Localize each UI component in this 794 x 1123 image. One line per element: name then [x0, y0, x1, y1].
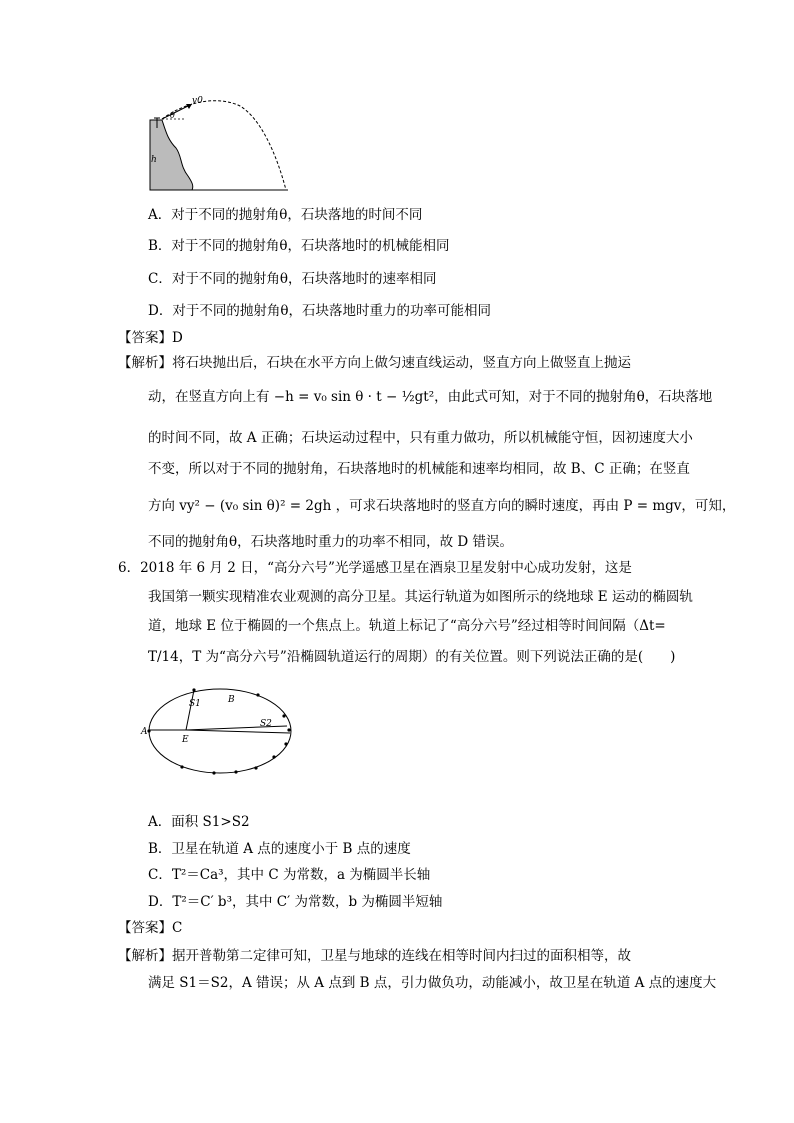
q5-answer: 【答案】D	[118, 330, 183, 346]
q6-option-d: D．T²＝C′ b³，其中 C′ 为常数，b 为椭圆半短轴	[148, 894, 443, 910]
orbit-figure	[140, 682, 300, 782]
q6-analysis-line-2: 满足 S1＝S2，A 错误；从 A 点到 B 点，引力做负功，动能减小，故卫星在轨道 A 点的速度大	[148, 975, 717, 991]
q6-stem-line-3: 道，地球 E 位于椭圆的一个焦点上。轨道上标记了“高分六号”经过相等时间间隔（Δt=	[148, 618, 666, 634]
q5-analysis-line-5: 方向 vy² − (v₀ sin θ)² = 2gh ，可求石块落地时的竖直方向的瞬时速度，再由 P = mgv，可知，	[148, 498, 736, 514]
fig2-label-s2: S2	[260, 719, 272, 729]
q5-option-b: B．对于不同的抛射角θ，石块落地时的机械能相同	[148, 238, 450, 254]
q5-analysis-line-2: 动，在竖直方向上有 −h = v₀ sin θ · t − ½gt²，由此式可知，对于不同的抛射角θ，石块落地	[148, 389, 713, 405]
q6-option-c: C．T²＝Ca³，其中 C 为常数，a 为椭圆半长轴	[148, 867, 431, 883]
fig2-label-b: B	[228, 695, 235, 705]
q5-analysis-line-6: 不同的抛射角θ，石块落地时重力的功率不相同，故 D 错误。	[148, 534, 514, 550]
q6-option-a: A．面积 S1>S2	[148, 814, 250, 830]
q5-analysis-line-1: 【解析】将石块抛出后，石块在水平方向上做匀速直线运动，竖直方向上做竖直上抛运	[118, 355, 631, 371]
q6-stem-line-1: 6．2018 年 6 月 2 日，“高分六号”光学遥感卫星在酒泉卫星发射中心成功发射，这是	[118, 560, 632, 576]
q5-option-a: A．对于不同的抛射角θ，石块落地的时间不同	[148, 207, 423, 223]
q5-analysis-line-3: 的时间不同，故 A 正确；石块运动过程中，只有重力做功，所以机械能守恒，因初速度大小	[148, 430, 693, 446]
q6-stem-line-4: T/14，T 为“高分六号”沿椭圆轨道运行的周期）的有关位置。则下列说法正确的是( )	[148, 649, 676, 665]
q6-answer: 【答案】C	[118, 920, 183, 936]
fig2-label-s1: S1	[189, 699, 201, 709]
q5-analysis-line-4: 不变，所以对于不同的抛射角，石块落地时的机械能和速率均相同，故 B、C 正确；在竖直	[148, 461, 690, 477]
q5-option-d: D．对于不同的抛射角θ，石块落地时重力的功率可能相同	[148, 303, 491, 319]
fig1-h-label: h	[151, 155, 157, 165]
fig1-theta-label: θ	[170, 111, 175, 120]
fig2-label-e: E	[182, 735, 189, 745]
fig2-label-a: A	[141, 727, 148, 737]
fig1-v0-label: v0	[192, 96, 203, 106]
q6-stem-line-2: 我国第一颗实现精准农业观测的高分卫星。其运行轨道为如图所示的绕地球 E 运动的椭圆轨	[148, 589, 693, 605]
q6-option-b: B．卫星在轨道 A 点的速度小于 B 点的速度	[148, 841, 411, 857]
q5-option-c: C．对于不同的抛射角θ，石块落地时的速率相同	[148, 271, 437, 287]
projectile-figure	[140, 92, 300, 196]
q6-analysis-line-1: 【解析】据开普勒第二定律可知，卫星与地球的连线在相等时间内扫过的面积相等，故	[118, 948, 631, 964]
